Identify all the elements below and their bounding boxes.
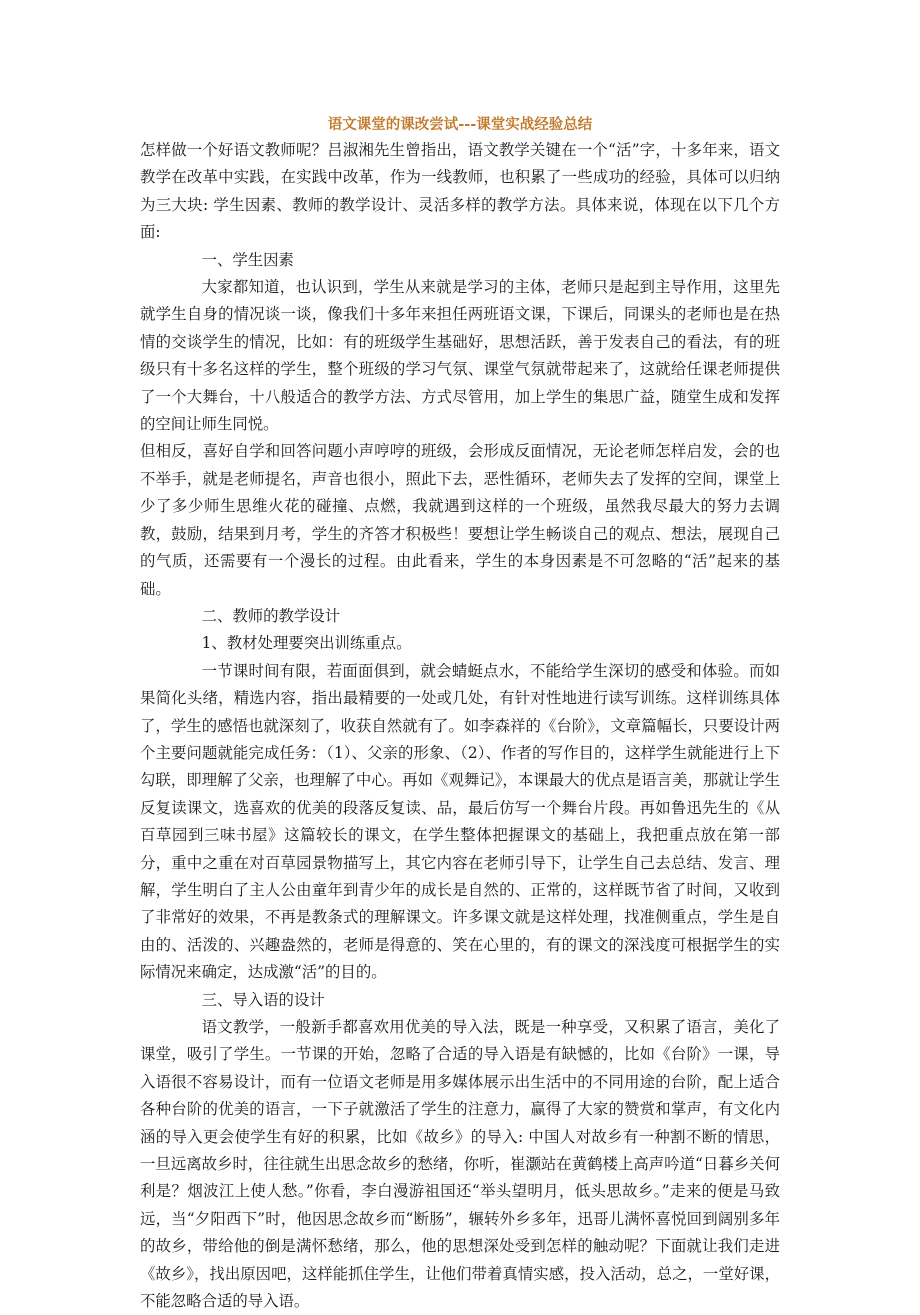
section-heading: 1、教材处理要突出训练重点。 <box>201 634 412 653</box>
paragraph: 语文教学，一般新手都喜欢用优美的导入法，既是一种享受，又积累了语言，美化了课堂，吸引了学生。一节课的开始，忽略了合适的导入语是有缺憾的，比如《台阶》一课，导入语很不容易设计，而有一位语文老师是用多媒体展示出生活中的不同用途的台阶，配上适合各种台阶的优美的语言，一下子就激活了学生的注意力，赢得了大家的赞赏和掌声，有文化内涵的导入更会使学生有好的积累，比如《故乡》的导入: 中国人对故乡有一种割不断的情思，一旦远离故乡时，往往就生出思念故乡的愁绪，你听，崔灏站在黄鹤楼上高声吟道“日暮乡关何利是？烟波江上使人愁。”你看，李白漫游祖国还“举头望明月，低头思故乡。”走来的便是马致远，当“夕阳西下”时，他因思念故乡而“断肠”，辗转外乡多年，迅哥儿满怀喜悦回到阔别多年的故乡，带给他的倒是满怀愁绪，那么，他的思想深处受到怎样的触动呢？下面就让我们走进《故乡》，找出原因吧，这样能抓住学生，让他们带着真情实感，投入活动，总之，一堂好课，不能忽略合适的导入语。 <box>140 1018 780 1311</box>
paragraph: 一节课时间有限，若面面俱到，就会蜻蜓点水，不能给学生深切的感受和体验。而如果简化头绪，精选内容，指出最精要的一处或几处，有针对性地进行读写训练。这样训练具体了，学生的感悟也就深刻了，收获自然就有了。如李森祥的《台阶》，文章篇幅长，只要设计两个主要问题就能完成任务：（1）、父亲的形象、（2）、作者的写作目的，这样学生就能进行上下勾联，即理解了父亲，也理解了中心。再如《观舞记》，本课最大的优点是语言美，那就让学生反复读课文，选喜欢的优美的段落反复读、品，最后仿写一个舞台片段。再如鲁迅先生的《从百草园到三味书屋》这篇较长的课文，在学生整体把握课文的基础上，我把重点放在第一部分，重中之重在对百草园景物描写上，其它内容在老师引导下，让学生自己去总结、发言、理解，学生明白了主人公由童年到青少年的成长是自然的、正常的，这样既节省了时间，又收到了非常好的效果，不再是教条式的理解课文。许多课文就是这样处理，找准侧重点，学生是自由的、活泼的、兴趣盎然的，老师是得意的、笑在心里的，有的课文的深浅度可根据学生的实际情况来确定，达成激“活”的目的。 <box>140 661 780 982</box>
paragraph: 怎样做一个好语文教师呢？吕淑湘先生曾指出，语文教学关键在一个“活”字，十多年来，语文教学在改革中实践，在实践中改革，作为一线教师，也积累了一些成功的经验，具体可以归纳为三大块: 学生因素、教师的教学设计、灵活多样的教学方法。具体来说，体现在以下几个方面: <box>140 141 780 242</box>
section-heading: 三、导入语的设计 <box>201 990 325 1009</box>
document-page <box>140 114 780 1315</box>
paragraph: 大家都知道，也认识到，学生从来就是学习的主体，老师只是起到主导作用，这里先就学生自身的情况谈一谈，像我们十多年来担任两班语文课，下课后，同课头的老师也是在热情的交谈学生的情况，比如：有的班级学生基础好，思想活跃，善于发表自己的看法，有的班级只有十多名这样的学生，整个班级的学习气氛、课堂气氛就带起来了，这就给任课老师提供了一个大舞台，十八般适合的教学方法、方式尽管用，加上学生的集思广益，随堂生成和发挥的空间让师生同悦。 <box>140 278 780 434</box>
paragraph: 但相反，喜好自学和回答问题小声哼哼的班级，会形成反面情况，无论老师怎样启发，会的也不举手，就是老师提名，声音也很小，照此下去，恶性循环，老师失去了发挥的空间，课堂上少了多少师生思维火花的碰撞、点燃，我就遇到这样的一个班级，虽然我尽最大的努力去调教，鼓励，结果到月考，学生的齐答才积极些！要想让学生畅谈自己的观点、想法，展现自己的气质，还需要有一个漫长的过程。由此看来，学生的本身因素是不可忽略的“活”起来的基础。 <box>140 442 780 598</box>
section-heading: 一、学生因素 <box>201 250 294 269</box>
document-title: 语文课堂的课改尝试---课堂实战经验总结 <box>327 117 593 133</box>
section-heading: 二、教师的教学设计 <box>201 606 341 625</box>
document-body <box>140 137 780 1315</box>
